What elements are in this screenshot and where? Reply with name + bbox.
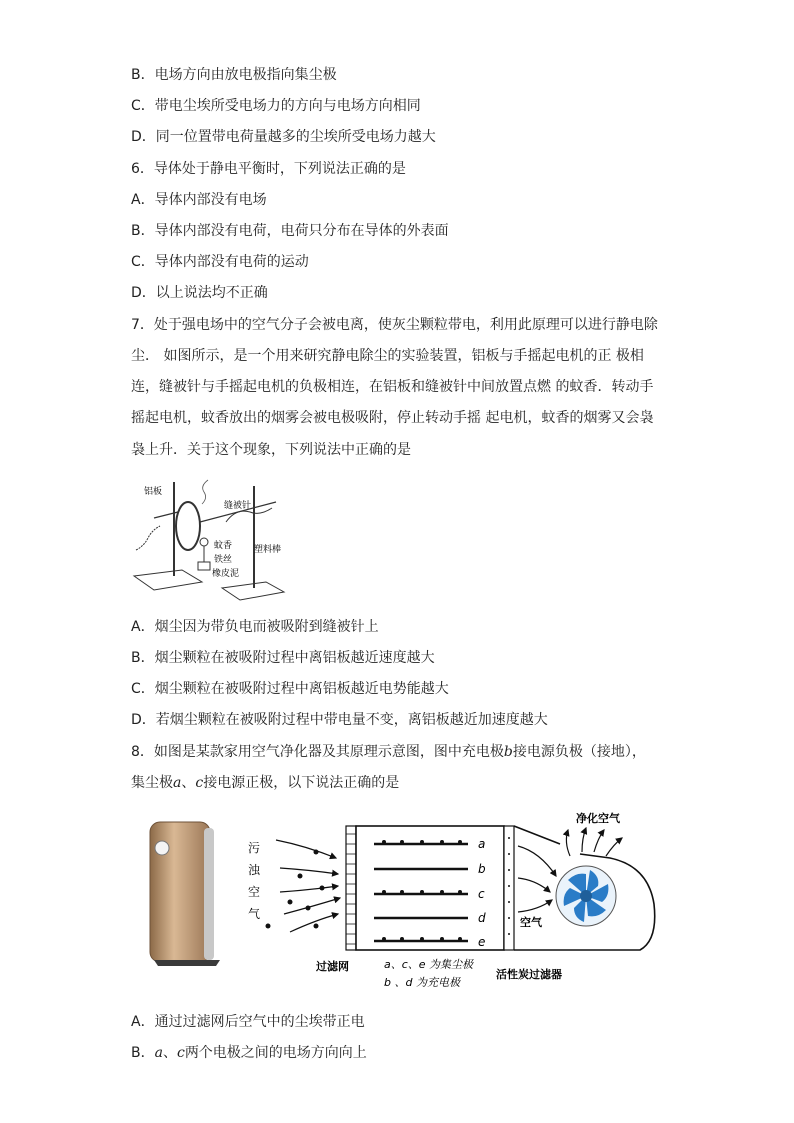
q6-option-a: A．导体内部没有电场 <box>131 192 267 208</box>
q5-option-b: B．电场方向由放电极指向集尘极 <box>131 67 337 83</box>
air-label: 空气 <box>520 916 542 929</box>
filter-mesh <box>346 826 356 950</box>
var-b: b <box>503 744 513 760</box>
fan-icon <box>556 866 616 926</box>
dirty-air-char: 空 <box>248 885 261 899</box>
charger-note: b 、d 为充电极 <box>384 976 460 989</box>
q7-option-c: C．烟尘颗粒在被吸附过程中离铝板越近电势能越大 <box>131 681 449 697</box>
q8-stem-line2 <box>131 773 399 793</box>
q7-option-d: D．若烟尘颗粒在被吸附过程中带电量不变，离铝板越近加速度越大 <box>131 712 548 728</box>
q7-option-a: A．烟尘因为带负电而被吸附到缝被针上 <box>131 619 379 635</box>
smoke-wisp <box>202 480 208 504</box>
plate-label-d: d <box>478 911 486 925</box>
q7-option-b: B．烟尘颗粒在被吸附过程中离铝板越近速度越大 <box>131 650 435 666</box>
plate-label-a: a <box>478 837 486 851</box>
option-letter: B． <box>131 1045 155 1061</box>
left-base <box>134 570 202 590</box>
dirty-air-arrows <box>276 840 340 932</box>
var-c: c <box>176 1045 185 1061</box>
carbon-filter <box>504 826 514 950</box>
needle-label: 缝被针 <box>224 501 252 511</box>
q5-option-c: C．带电尘埃所受电场力的方向与电场方向相同 <box>131 98 421 114</box>
q6-option-c: C．导体内部没有电荷的运动 <box>131 254 309 270</box>
dirty-air-char: 浊 <box>248 863 261 877</box>
q8-stem-text: 接电源负极（接地）， <box>512 744 646 760</box>
dirty-air-char: 气 <box>248 907 261 921</box>
inlet-arrows <box>518 846 556 912</box>
incense-coil <box>200 538 208 546</box>
left-lead-wire <box>136 526 160 550</box>
plate-label-e: e <box>478 935 486 949</box>
q6-option-b: B．导体内部没有电荷，电荷只分布在导体的外表面 <box>131 223 449 239</box>
q8-stem-text: 集尘极 <box>131 775 173 791</box>
filter-label: 过滤网 <box>316 960 349 973</box>
dirty-air-char: 污 <box>248 841 261 855</box>
collector-note: a、c、e 为集尘极 <box>384 958 474 971</box>
rod-label: 塑料棒 <box>254 545 282 555</box>
wire-label: 铁丝 <box>214 555 233 565</box>
separator: 、 <box>162 1045 177 1061</box>
q7-stem-line: 连，缝被针与手摇起电机的负极相连，在铝板和缝被针中间放置点燃 的蚊香．转动手 <box>131 379 654 395</box>
q6-option-d: D．以上说法均不正确 <box>131 285 268 301</box>
plate-label: 铝板 <box>144 487 163 497</box>
q8-option-a: A．通过过滤网后空气中的尘埃带正电 <box>131 1014 365 1030</box>
q6-stem: 6．导体处于静电平衡时，下列说法正确的是 <box>131 161 406 177</box>
carbon-label: 活性炭过滤器 <box>496 968 562 981</box>
clean-air-label: 净化空气 <box>576 812 620 825</box>
clean-air-arrows <box>566 828 622 856</box>
option-text: 两个电极之间的电场方向向上 <box>184 1045 367 1061</box>
plate-label-c: c <box>478 887 485 901</box>
clay-label: 橡皮泥 <box>212 569 240 579</box>
var-a: a <box>154 1045 163 1061</box>
q7-stem-line: 7．处于强电场中的空气分子会被电离，使灰尘颗粒带电，利用此原理可以进行静电除 <box>131 317 658 333</box>
electrostatic-apparatus-figure <box>126 478 286 608</box>
plate-label-b: b <box>478 862 486 876</box>
air-purifier-figure <box>140 808 660 1000</box>
var-c: c <box>195 775 204 791</box>
clay-block <box>198 562 210 570</box>
q7-stem-line: 摇起电机，蚊香放出的烟雾会被电极吸附，停止转动手摇 起电机，蚊香的烟雾又会袅 <box>131 410 654 426</box>
q7-stem-line: 尘． 如图所示，是一个用来研究静电除尘的实验装置，铝板与手摇起电机的正 极相 <box>131 348 644 364</box>
q8-option-b <box>131 1043 367 1063</box>
q8-stem-line1 <box>131 742 646 762</box>
purifier-photo <box>150 822 220 966</box>
var-a: a <box>173 775 182 791</box>
q8-stem-text: 8．如图是某款家用空气净化器及其原理示意图，图中充电极 <box>131 744 504 760</box>
incense-label: 蚊香 <box>214 541 233 551</box>
q5-option-d: D．同一位置带电荷量越多的尘埃所受电场力越大 <box>131 129 436 145</box>
aluminum-plate <box>176 502 200 550</box>
q7-stem-line: 袅上升．关于这个现象，下列说法中正确的是 <box>131 442 411 458</box>
separator: 、 <box>181 775 196 791</box>
q8-stem-text: 接电源正极，以下说法正确的是 <box>203 775 400 791</box>
